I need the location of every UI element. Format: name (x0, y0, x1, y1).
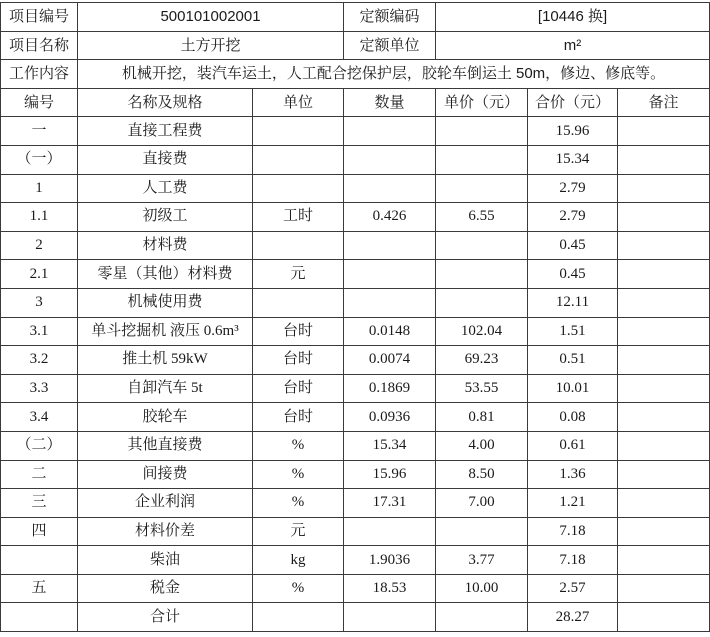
cell-remark (618, 517, 710, 546)
cell-total: 0.08 (528, 403, 618, 432)
cell-unit: 元 (253, 517, 344, 546)
cell-name: 人工费 (78, 174, 253, 203)
cell-total: 15.34 (528, 145, 618, 174)
quota-unit-label: 定额单位 (344, 31, 436, 60)
quota-analysis-table (0, 2, 710, 632)
project-code-label: 项目编号 (1, 3, 78, 32)
cell-code: 2 (1, 231, 78, 260)
table-row (1, 603, 710, 632)
cell-name: 税金 (78, 574, 253, 603)
cell-quantity (344, 231, 436, 260)
table-row (1, 174, 710, 203)
cell-total: 7.18 (528, 546, 618, 575)
cell-unit-price: 102.04 (436, 317, 528, 346)
cell-code (1, 546, 78, 575)
table-row (1, 203, 710, 232)
cell-unit-price: 4.00 (436, 431, 528, 460)
table-row (1, 346, 710, 375)
cell-unit-price (436, 517, 528, 546)
cell-unit-price (436, 288, 528, 317)
cell-total: 10.01 (528, 374, 618, 403)
cell-quantity (344, 517, 436, 546)
cell-remark (618, 117, 710, 146)
cell-quantity (344, 174, 436, 203)
table-row (1, 460, 710, 489)
table-row (1, 231, 710, 260)
header-row-project-code (1, 3, 710, 32)
cell-total: 2.79 (528, 203, 618, 232)
cell-total: 0.61 (528, 431, 618, 460)
cell-total: 28.27 (528, 603, 618, 632)
cell-unit-price: 69.23 (436, 346, 528, 375)
cell-name: 单斗挖掘机 液压 0.6m³ (78, 317, 253, 346)
cell-quantity: 0.0074 (344, 346, 436, 375)
cell-name: 零星（其他）材料费 (78, 260, 253, 289)
cell-quantity (344, 603, 436, 632)
cell-quantity: 18.53 (344, 574, 436, 603)
cell-remark (618, 203, 710, 232)
cell-unit: kg (253, 546, 344, 575)
quota-code-label: 定额编码 (344, 3, 436, 32)
column-header-unit: 单位 (253, 88, 344, 117)
table-row (1, 431, 710, 460)
cell-total: 7.18 (528, 517, 618, 546)
cell-code: 3 (1, 288, 78, 317)
cell-quantity: 15.34 (344, 431, 436, 460)
cell-unit: 台时 (253, 374, 344, 403)
cell-total: 1.21 (528, 489, 618, 518)
cell-total: 15.96 (528, 117, 618, 146)
table-row (1, 574, 710, 603)
cell-remark (618, 374, 710, 403)
cell-quantity: 0.426 (344, 203, 436, 232)
cell-quantity (344, 117, 436, 146)
cell-unit: 台时 (253, 403, 344, 432)
cell-total: 2.79 (528, 174, 618, 203)
table-body (1, 3, 710, 632)
cell-total: 12.11 (528, 288, 618, 317)
cell-unit: % (253, 460, 344, 489)
cell-unit (253, 145, 344, 174)
table-row (1, 517, 710, 546)
cell-unit-price: 53.55 (436, 374, 528, 403)
column-header-total: 合价（元） (528, 88, 618, 117)
cell-unit-price (436, 260, 528, 289)
cell-quantity: 0.0936 (344, 403, 436, 432)
cell-remark (618, 546, 710, 575)
cell-total: 0.51 (528, 346, 618, 375)
cell-unit-price (436, 117, 528, 146)
cell-total: 2.57 (528, 574, 618, 603)
cell-code: 一 (1, 117, 78, 146)
work-content-label: 工作内容 (1, 60, 78, 89)
cell-name: 材料价差 (78, 517, 253, 546)
cell-unit: % (253, 489, 344, 518)
cell-code: （二） (1, 431, 78, 460)
table-row (1, 317, 710, 346)
cell-remark (618, 603, 710, 632)
cell-code: 3.2 (1, 346, 78, 375)
cell-name: 材料费 (78, 231, 253, 260)
cell-remark (618, 460, 710, 489)
cell-name: 推土机 59kW (78, 346, 253, 375)
cell-remark (618, 403, 710, 432)
cell-unit-price: 6.55 (436, 203, 528, 232)
cell-code (1, 603, 78, 632)
cell-code: 1.1 (1, 203, 78, 232)
cell-name: 间接费 (78, 460, 253, 489)
cell-quantity: 15.96 (344, 460, 436, 489)
cell-unit: % (253, 574, 344, 603)
column-header-name: 名称及规格 (78, 88, 253, 117)
cell-code: 3.1 (1, 317, 78, 346)
cell-remark (618, 288, 710, 317)
cell-unit-price: 0.81 (436, 403, 528, 432)
cell-name: 其他直接费 (78, 431, 253, 460)
cell-name: 柴油 (78, 546, 253, 575)
cell-unit (253, 603, 344, 632)
table-row (1, 403, 710, 432)
project-name-label: 项目名称 (1, 31, 78, 60)
table-row (1, 260, 710, 289)
cell-code: 3.4 (1, 403, 78, 432)
table-row (1, 374, 710, 403)
cell-quantity: 17.31 (344, 489, 436, 518)
cell-total: 1.36 (528, 460, 618, 489)
column-header-row (1, 88, 710, 117)
cell-code: 3.3 (1, 374, 78, 403)
table-row (1, 546, 710, 575)
cell-quantity (344, 288, 436, 317)
cell-unit-price (436, 174, 528, 203)
cell-unit: 元 (253, 260, 344, 289)
column-header-unit-price: 单价（元） (436, 88, 528, 117)
header-row-project-name (1, 31, 710, 60)
cell-remark (618, 231, 710, 260)
cell-unit: 台时 (253, 317, 344, 346)
cell-remark (618, 317, 710, 346)
cell-unit-price: 3.77 (436, 546, 528, 575)
cell-quantity: 0.0148 (344, 317, 436, 346)
cell-code: （一） (1, 145, 78, 174)
table-row (1, 489, 710, 518)
cell-total: 1.51 (528, 317, 618, 346)
cell-unit (253, 117, 344, 146)
cell-quantity (344, 145, 436, 174)
cell-total: 0.45 (528, 260, 618, 289)
cell-unit-price: 8.50 (436, 460, 528, 489)
cell-remark (618, 174, 710, 203)
cell-remark (618, 145, 710, 174)
quota-code-value: [10446 换] (436, 3, 710, 32)
cell-remark (618, 431, 710, 460)
cell-total: 0.45 (528, 231, 618, 260)
cell-name: 初级工 (78, 203, 253, 232)
cell-name: 直接费 (78, 145, 253, 174)
table-row (1, 288, 710, 317)
cell-unit-price (436, 603, 528, 632)
work-content-value: 机械开挖，装汽车运土，人工配合挖保护层，胶轮车倒运土 50m，修边、修底等。 (78, 60, 710, 89)
project-code-value: 500101002001 (78, 3, 344, 32)
table-row (1, 145, 710, 174)
column-header-quantity: 数量 (344, 88, 436, 117)
cell-unit-price (436, 231, 528, 260)
cell-unit-price (436, 145, 528, 174)
header-row-work-content (1, 60, 710, 89)
quota-unit-value: m² (436, 31, 710, 60)
table-row (1, 117, 710, 146)
cell-remark (618, 260, 710, 289)
cell-code: 四 (1, 517, 78, 546)
column-header-code: 编号 (1, 88, 78, 117)
cell-name: 自卸汽车 5t (78, 374, 253, 403)
cell-quantity (344, 260, 436, 289)
cell-name: 合计 (78, 603, 253, 632)
cell-name: 直接工程费 (78, 117, 253, 146)
cell-code: 五 (1, 574, 78, 603)
cell-unit (253, 174, 344, 203)
cell-unit: % (253, 431, 344, 460)
cell-code: 三 (1, 489, 78, 518)
cell-name: 企业利润 (78, 489, 253, 518)
cell-unit: 台时 (253, 346, 344, 375)
cell-unit (253, 288, 344, 317)
cell-unit-price: 10.00 (436, 574, 528, 603)
cell-unit-price: 7.00 (436, 489, 528, 518)
cell-code: 1 (1, 174, 78, 203)
cell-name: 胶轮车 (78, 403, 253, 432)
cell-unit: 工时 (253, 203, 344, 232)
cell-unit (253, 231, 344, 260)
cell-remark (618, 489, 710, 518)
cell-quantity: 1.9036 (344, 546, 436, 575)
cell-remark (618, 346, 710, 375)
project-name-value: 土方开挖 (78, 31, 344, 60)
cell-quantity: 0.1869 (344, 374, 436, 403)
column-header-remark: 备注 (618, 88, 710, 117)
cell-name: 机械使用费 (78, 288, 253, 317)
cell-code: 2.1 (1, 260, 78, 289)
cell-code: 二 (1, 460, 78, 489)
cell-remark (618, 574, 710, 603)
